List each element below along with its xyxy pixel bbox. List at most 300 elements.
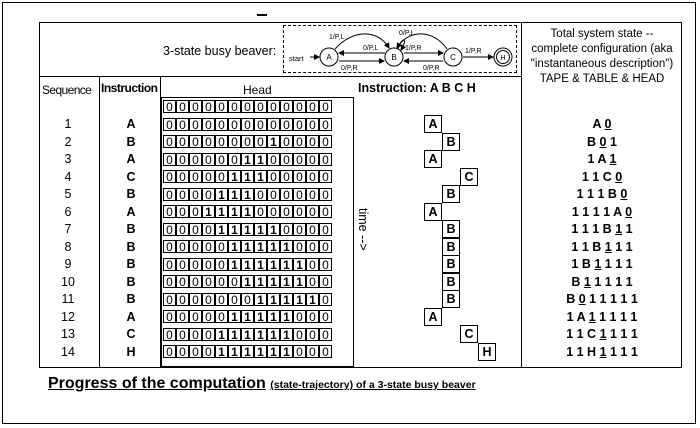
tape-cell: 0 bbox=[306, 258, 319, 271]
tape-cell: 1 bbox=[228, 205, 241, 218]
tape-cell: 0 bbox=[163, 100, 176, 113]
tape-cell: 0 bbox=[293, 223, 306, 236]
tape-cell: 0 bbox=[176, 118, 189, 131]
tape-cell: 0 bbox=[319, 100, 332, 113]
total-state-prefix: 1 A bbox=[566, 309, 589, 324]
tape-cell: 0 bbox=[202, 275, 215, 288]
row-8-tape-row bbox=[163, 240, 332, 255]
total-state-scanned: 0 bbox=[604, 117, 612, 131]
tape-cell: 0 bbox=[215, 135, 228, 148]
tape-cell: 0 bbox=[202, 135, 215, 148]
tape-cell: 0 bbox=[280, 223, 293, 236]
row-6-tape-row bbox=[163, 205, 332, 220]
tape-cell: 1 bbox=[293, 275, 306, 288]
sequence-number: 7 bbox=[64, 222, 72, 236]
state-box: B bbox=[442, 133, 460, 151]
sequence-number: 6 bbox=[64, 204, 72, 219]
total-state-prefix: 1 1 H bbox=[566, 344, 600, 359]
total-state bbox=[522, 345, 682, 359]
tape-cell: 1 bbox=[293, 293, 306, 306]
total-state bbox=[522, 257, 682, 271]
tape-cell: 0 bbox=[306, 275, 319, 288]
tape-cell: 1 bbox=[228, 188, 241, 201]
tape-cell: 0 bbox=[293, 135, 306, 148]
tape-cell: 0 bbox=[319, 258, 332, 271]
tape-cell: 0 bbox=[163, 293, 176, 306]
total-state bbox=[522, 152, 682, 166]
tape-cell: 0 bbox=[241, 118, 254, 131]
tape-cell: 0 bbox=[306, 328, 319, 341]
tape-cell: 0 bbox=[202, 345, 215, 358]
tape-cell: 1 bbox=[228, 240, 241, 253]
state-box: A bbox=[424, 150, 442, 168]
tape-cell: 0 bbox=[306, 205, 319, 218]
tape-cell: 0 bbox=[176, 310, 189, 323]
tape-cell: 0 bbox=[176, 275, 189, 288]
tape-cell: 1 bbox=[254, 328, 267, 341]
row-5-tape-row bbox=[163, 188, 332, 203]
tape-cell: 0 bbox=[319, 275, 332, 288]
tape-cell: 0 bbox=[228, 153, 241, 166]
total-state-prefix: B bbox=[566, 292, 579, 306]
tape-cell: 0 bbox=[189, 275, 202, 288]
tape-cell: 0 bbox=[176, 258, 189, 271]
tape-cell: 1 bbox=[241, 258, 254, 271]
total-state-scanned: 0 bbox=[625, 204, 633, 219]
instruction-label: A bbox=[126, 204, 136, 219]
tape-cell: 0 bbox=[241, 135, 254, 148]
tape-cell: 0 bbox=[319, 170, 332, 183]
tape-cell: 1 bbox=[215, 205, 228, 218]
tape-cell: 0 bbox=[293, 328, 306, 341]
state-box: B bbox=[442, 238, 460, 256]
row-10-tape-row bbox=[163, 275, 332, 290]
tape-cell: 1 bbox=[215, 345, 228, 358]
tape-cell: 0 bbox=[176, 100, 189, 113]
total-state-scanned: 1 bbox=[599, 344, 607, 359]
total-state bbox=[522, 222, 682, 236]
tape-cell: 1 bbox=[215, 188, 228, 201]
tape-cell: 0 bbox=[163, 275, 176, 288]
tape-cell: 0 bbox=[189, 345, 202, 358]
tape-cell: 0 bbox=[280, 188, 293, 201]
tape-cell: 0 bbox=[189, 100, 202, 113]
total-state-scanned: 1 bbox=[594, 257, 602, 271]
tape-cell: 1 bbox=[241, 223, 254, 236]
tape-cell: 0 bbox=[228, 275, 241, 288]
tape-cell: 0 bbox=[163, 188, 176, 201]
tape-cell: 0 bbox=[202, 170, 215, 183]
tape-cell: 0 bbox=[306, 153, 319, 166]
transition-label-6: 0/P,L bbox=[399, 30, 415, 37]
tape-cell: 1 bbox=[267, 345, 280, 358]
tape-cell: 0 bbox=[215, 240, 228, 253]
tape-cell: 0 bbox=[176, 345, 189, 358]
tape-cell: 1 bbox=[228, 345, 241, 358]
total-state-prefix: B bbox=[571, 274, 584, 289]
tape-cell: 0 bbox=[306, 345, 319, 358]
total-state-suffix: 1 1 1 1 1 bbox=[585, 292, 638, 306]
total-state-prefix: 1 1 C bbox=[566, 327, 600, 341]
total-state-suffix: 1 bbox=[606, 134, 617, 149]
total-state-prefix: 1 1 B bbox=[571, 239, 605, 254]
tape-cell: 1 bbox=[254, 275, 267, 288]
total-state-scanned: 1 bbox=[599, 327, 607, 341]
sequence-number: 2 bbox=[64, 134, 72, 149]
start-label: start bbox=[289, 54, 304, 63]
tape-cell: 0 bbox=[306, 135, 319, 148]
tape-cell: 0 bbox=[215, 310, 228, 323]
tape-cell: 0 bbox=[228, 293, 241, 306]
sequence-number: 11 bbox=[61, 292, 75, 306]
instruction-label: B bbox=[126, 239, 136, 254]
tape-cell: 0 bbox=[306, 118, 319, 131]
tape-cell: 0 bbox=[280, 118, 293, 131]
tape-cell: 1 bbox=[306, 293, 319, 306]
tape-cell: 0 bbox=[215, 153, 228, 166]
tape-cell: 0 bbox=[202, 310, 215, 323]
tape-cell: 1 bbox=[241, 310, 254, 323]
sequence-number: 13 bbox=[61, 327, 75, 341]
tape-cell: 1 bbox=[267, 310, 280, 323]
total-state-prefix: 1 1 1 1 A bbox=[571, 204, 626, 219]
tape-cell: 1 bbox=[254, 223, 267, 236]
total-header-line-3: "instantaneous description") bbox=[530, 58, 674, 70]
tape-cell: 0 bbox=[293, 170, 306, 183]
sequence-header: Sequence bbox=[42, 83, 92, 97]
total-state-scanned: 0 bbox=[599, 134, 607, 149]
total-state-prefix: 1 1 1 B bbox=[576, 187, 621, 201]
sequence-number: 14 bbox=[61, 344, 75, 359]
total-state bbox=[522, 170, 682, 184]
tape-cell: 0 bbox=[228, 135, 241, 148]
instruction-columns-header: Instruction: A B C H bbox=[358, 81, 476, 95]
total-state bbox=[522, 240, 682, 254]
tape-cell: 0 bbox=[293, 188, 306, 201]
total-state-scanned: 1 bbox=[604, 239, 612, 254]
instruction-label: A bbox=[126, 152, 136, 166]
tape-cell: 0 bbox=[306, 310, 319, 323]
tape-cell: 0 bbox=[306, 170, 319, 183]
tape-cell: 0 bbox=[319, 345, 332, 358]
tape-cell: 0 bbox=[319, 118, 332, 131]
caption-sub: (state-trajectory) of a 3-state busy beaver bbox=[270, 379, 476, 391]
instruction-label: B bbox=[126, 292, 136, 306]
tape-cell: 0 bbox=[215, 258, 228, 271]
tape-cell: 0 bbox=[202, 223, 215, 236]
tape-cell: 0 bbox=[267, 100, 280, 113]
sequence-number: 12 bbox=[61, 309, 75, 324]
header-divider bbox=[39, 76, 521, 77]
total-state-scanned: 1 bbox=[583, 274, 591, 289]
state-box: B bbox=[442, 255, 460, 273]
instruction-label: B bbox=[126, 222, 136, 236]
tape-cell: 0 bbox=[293, 345, 306, 358]
tape-cell: 0 bbox=[267, 170, 280, 183]
sequence-number: 1 bbox=[64, 117, 72, 131]
tape-cell: 0 bbox=[228, 118, 241, 131]
row-4-tape-row bbox=[163, 170, 332, 185]
tape-cell: 0 bbox=[189, 310, 202, 323]
tape-cell: 1 bbox=[267, 293, 280, 306]
tape-cell: 1 bbox=[215, 223, 228, 236]
tape-cell: 0 bbox=[306, 240, 319, 253]
tape-cell: 0 bbox=[241, 100, 254, 113]
tape-cell: 0 bbox=[176, 223, 189, 236]
tape-cell: 0 bbox=[202, 153, 215, 166]
tape-cell: 0 bbox=[176, 240, 189, 253]
tape-cell: 0 bbox=[163, 118, 176, 131]
tape-cell: 0 bbox=[319, 223, 332, 236]
state-box: A bbox=[424, 203, 442, 221]
tape-cell: 0 bbox=[202, 118, 215, 131]
state-c-label: C bbox=[450, 53, 456, 62]
transition-label-5: 0/P,R bbox=[423, 65, 440, 72]
row-11-tape-row bbox=[163, 293, 332, 308]
tape-cell: 1 bbox=[228, 258, 241, 271]
total-state bbox=[522, 292, 682, 306]
total-state-prefix: A bbox=[592, 117, 605, 131]
row-7-tape-row bbox=[163, 223, 332, 238]
tape-cell: 0 bbox=[254, 188, 267, 201]
sequence-number: 4 bbox=[64, 169, 72, 184]
total-state-suffix: 1 1 1 1 bbox=[590, 274, 633, 289]
tape-cell: 1 bbox=[267, 328, 280, 341]
total-state bbox=[522, 205, 682, 219]
top-tick bbox=[257, 14, 267, 16]
tape-cell: 1 bbox=[241, 328, 254, 341]
instruction-label: C bbox=[126, 169, 136, 184]
instruction-label: B bbox=[126, 134, 136, 149]
tape-cell: 0 bbox=[163, 240, 176, 253]
tape-cell: 1 bbox=[241, 205, 254, 218]
total-state bbox=[522, 187, 682, 201]
sequence-number: 8 bbox=[64, 239, 72, 254]
transition-label-3: 0/P,R bbox=[341, 65, 358, 72]
tape-cell: 0 bbox=[202, 100, 215, 113]
state-box: C bbox=[460, 168, 478, 186]
tape-cell: 1 bbox=[280, 310, 293, 323]
tape-cell: 0 bbox=[280, 205, 293, 218]
row-3-tape-row bbox=[163, 153, 332, 168]
instruction-label: B bbox=[126, 257, 136, 271]
total-state-suffix: 1 1 1 bbox=[606, 327, 638, 341]
total-state bbox=[522, 327, 682, 341]
tape-cell: 0 bbox=[228, 100, 241, 113]
tape-cell: 0 bbox=[306, 188, 319, 201]
total-state-scanned: 0 bbox=[615, 169, 623, 184]
tape-cell: 1 bbox=[254, 258, 267, 271]
tape-cell: 0 bbox=[163, 205, 176, 218]
state-diagram bbox=[283, 25, 517, 73]
tape-cell: 1 bbox=[267, 258, 280, 271]
row-13-tape-row bbox=[163, 328, 332, 343]
caption-main: Progress of the computation bbox=[48, 375, 266, 392]
tape-cell: 1 bbox=[293, 258, 306, 271]
tape-cell: 1 bbox=[254, 153, 267, 166]
tape-cell: 0 bbox=[176, 293, 189, 306]
transition-label-7: 1/P,R bbox=[465, 48, 482, 55]
tape-cell: 1 bbox=[241, 188, 254, 201]
tape-cell: 1 bbox=[254, 240, 267, 253]
tape-cell: 0 bbox=[280, 100, 293, 113]
initial-tape-row bbox=[163, 100, 332, 115]
tape-cell: 0 bbox=[176, 170, 189, 183]
tape-cell: 0 bbox=[267, 205, 280, 218]
tape-cell: 0 bbox=[215, 170, 228, 183]
tape-cell: 0 bbox=[163, 170, 176, 183]
tape-cell: 1 bbox=[228, 310, 241, 323]
transition-label-1: 1/P,L bbox=[329, 34, 345, 41]
tape-cell: 1 bbox=[254, 345, 267, 358]
instruction-header: Instruction bbox=[101, 81, 158, 95]
time-arrow-label: time --> bbox=[356, 208, 370, 251]
total-state-suffix: 1 1 bbox=[611, 239, 633, 254]
tape-cell: 1 bbox=[267, 275, 280, 288]
total-state-suffix: 1 1 1 bbox=[601, 257, 633, 271]
total-state-prefix: 1 1 1 B bbox=[571, 222, 616, 236]
state-box: C bbox=[460, 325, 478, 343]
tape-cell: 0 bbox=[319, 205, 332, 218]
tape-cell: 0 bbox=[254, 135, 267, 148]
tape-cell: 0 bbox=[202, 240, 215, 253]
total-state-scanned: 0 bbox=[620, 187, 628, 201]
total-state-prefix: 1 B bbox=[571, 257, 595, 271]
tape-cell: 0 bbox=[254, 118, 267, 131]
tape-cell: 0 bbox=[267, 153, 280, 166]
tape-cell: 0 bbox=[306, 100, 319, 113]
tape-cell: 0 bbox=[176, 153, 189, 166]
tape-cell: 0 bbox=[163, 258, 176, 271]
state-box: B bbox=[442, 185, 460, 203]
tape-cell: 1 bbox=[267, 240, 280, 253]
total-state bbox=[522, 275, 682, 289]
tape-cell: 0 bbox=[202, 188, 215, 201]
state-a-label: A bbox=[326, 53, 332, 62]
diagram-label: 3-state busy beaver: bbox=[163, 44, 277, 58]
state-box: B bbox=[442, 220, 460, 238]
tape-cell: 0 bbox=[163, 135, 176, 148]
sequence-number: 5 bbox=[64, 187, 72, 201]
tape-cell: 1 bbox=[241, 170, 254, 183]
tape-cell: 0 bbox=[202, 258, 215, 271]
tape-cell: 0 bbox=[189, 258, 202, 271]
tape-cell: 0 bbox=[293, 100, 306, 113]
total-state-suffix: 1 1 1 1 bbox=[595, 309, 638, 324]
sequence-number: 10 bbox=[61, 274, 75, 289]
row-1-tape-row bbox=[163, 118, 332, 133]
instruction-label: C bbox=[126, 327, 136, 341]
total-state-scanned: 1 bbox=[588, 309, 596, 324]
tape-cell: 1 bbox=[254, 170, 267, 183]
total-state-prefix: B bbox=[587, 134, 600, 149]
tape-cell: 0 bbox=[293, 118, 306, 131]
tape-cell: 0 bbox=[202, 293, 215, 306]
tape-cell: 0 bbox=[319, 188, 332, 201]
tape-cell: 0 bbox=[280, 170, 293, 183]
total-state-suffix: 1 1 1 bbox=[606, 344, 638, 359]
tape-cell: 0 bbox=[319, 328, 332, 341]
tape-cell: 0 bbox=[189, 293, 202, 306]
total-state bbox=[522, 135, 682, 149]
tape-cell: 0 bbox=[163, 310, 176, 323]
tape-cell: 1 bbox=[228, 170, 241, 183]
instruction-label: A bbox=[126, 117, 136, 131]
tape-cell: 0 bbox=[176, 188, 189, 201]
state-box: A bbox=[424, 308, 442, 326]
state-box: B bbox=[442, 290, 460, 308]
figure-caption bbox=[48, 375, 476, 393]
tape-cell: 0 bbox=[319, 293, 332, 306]
row-9-tape-row bbox=[163, 258, 332, 273]
tape-cell: 0 bbox=[176, 205, 189, 218]
tape-cell: 0 bbox=[163, 223, 176, 236]
tape-cell: 0 bbox=[319, 135, 332, 148]
tape-cell: 0 bbox=[280, 135, 293, 148]
total-state-header bbox=[523, 27, 681, 87]
total-state-prefix: 1 A bbox=[587, 152, 610, 166]
tape-cell: 0 bbox=[293, 153, 306, 166]
tape-cell: 0 bbox=[189, 328, 202, 341]
tape-cell: 0 bbox=[254, 100, 267, 113]
sequence-number: 3 bbox=[64, 152, 72, 166]
tape-cell: 0 bbox=[293, 310, 306, 323]
instruction-label: B bbox=[126, 274, 136, 289]
tape-cell: 1 bbox=[280, 293, 293, 306]
tape-cell: 1 bbox=[241, 153, 254, 166]
tape-cell: 1 bbox=[254, 293, 267, 306]
tape-cell: 0 bbox=[189, 240, 202, 253]
row-2-tape-row bbox=[163, 135, 332, 150]
tape-cell: 0 bbox=[215, 275, 228, 288]
tape-cell: 0 bbox=[176, 135, 189, 148]
sequence-number: 9 bbox=[64, 257, 72, 271]
tape-cell: 0 bbox=[189, 170, 202, 183]
row-14-tape-row bbox=[163, 345, 332, 360]
instruction-label: A bbox=[126, 309, 136, 324]
total-state-scanned: 1 bbox=[609, 152, 617, 166]
tape-cell: 0 bbox=[293, 205, 306, 218]
tape-cell: 0 bbox=[280, 153, 293, 166]
total-state-scanned: 1 bbox=[615, 222, 623, 236]
tape-cell: 0 bbox=[189, 135, 202, 148]
state-box: A bbox=[424, 115, 442, 133]
tape-cell: 1 bbox=[280, 258, 293, 271]
tape-cell: 0 bbox=[306, 223, 319, 236]
tape-cell: 0 bbox=[189, 118, 202, 131]
tape-cell: 0 bbox=[319, 153, 332, 166]
tape-cell: 0 bbox=[215, 118, 228, 131]
total-state-prefix: 1 1 C bbox=[581, 169, 616, 184]
tape-cell: 0 bbox=[189, 188, 202, 201]
total-state-scanned: 0 bbox=[578, 292, 586, 306]
tape-cell: 0 bbox=[241, 293, 254, 306]
total-state-suffix: 1 bbox=[622, 222, 633, 236]
tape-cell: 0 bbox=[176, 328, 189, 341]
instruction-label: B bbox=[126, 187, 136, 201]
state-b-label: B bbox=[391, 53, 397, 62]
tape-cell: 0 bbox=[163, 345, 176, 358]
tape-cell: 1 bbox=[228, 223, 241, 236]
tape-cell: 1 bbox=[228, 328, 241, 341]
state-h-label: H bbox=[500, 55, 506, 62]
tape-cell: 0 bbox=[267, 188, 280, 201]
tape-cell: 0 bbox=[319, 310, 332, 323]
total-state bbox=[522, 117, 682, 131]
tape-cell: 0 bbox=[267, 118, 280, 131]
tape-cell: 0 bbox=[163, 153, 176, 166]
tape-cell: 1 bbox=[267, 135, 280, 148]
